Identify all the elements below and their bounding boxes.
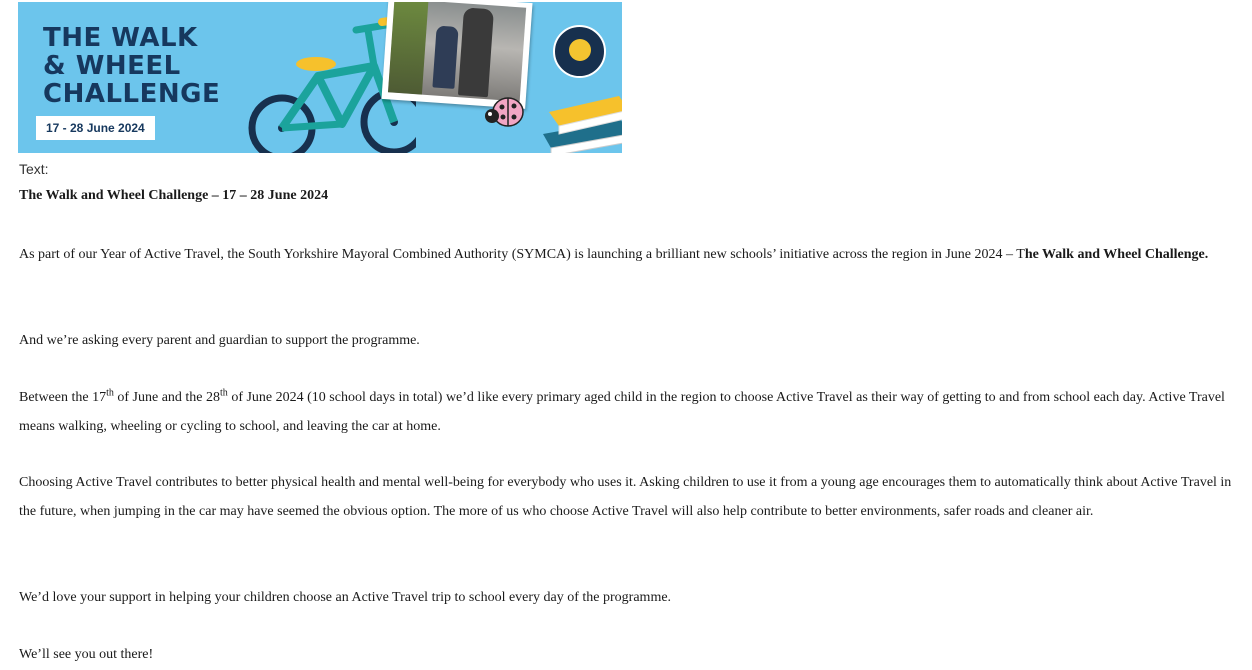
ladybug-icon (482, 92, 526, 134)
banner-dates: 17 - 28 June 2024 (36, 116, 155, 140)
dates-paragraph (19, 384, 1247, 441)
dates-text-c: of June 2024 (10 school days in total) we’d like every primary aged child in the region to choose Active Travel as their way of getting to and from school each day. Active Travel means walking, wheeling or cycling to school, and leaving the car at home. (19, 390, 1225, 434)
closing-paragraph: We’ll see you out there! (19, 647, 154, 662)
challenge-banner (18, 2, 622, 153)
dates-sup-1: th (106, 387, 114, 399)
dates-text-b: of June and the 28 (113, 390, 221, 405)
intro-text: As part of our Year of Active Travel, the South Yorkshire Mayoral Combined Authority (SYMCA) is launching a brilliant new schools’ initiative across the region in June 2024 – T (19, 247, 1025, 262)
text-label: Text: (19, 161, 49, 177)
intro-bold-text: he Walk and Wheel Challenge. (1024, 247, 1209, 262)
books-icon (533, 90, 622, 153)
intro-paragraph (19, 241, 1247, 270)
request-paragraph: We’d love your support in helping your children choose an Active Travel trip to school every day of the programme. (19, 590, 672, 605)
support-paragraph: And we’re asking every parent and guardian to support the programme. (19, 333, 420, 348)
benefits-paragraph: Choosing Active Travel contributes to better physical health and mental well-being for everybody who uses it. Asking children to use it from a young age encourages them to automatically think about Active Travel in the future, when jumping in the car may have seemed the obvious option. The more of us who choose Active Travel will also help contribute to better environments, safer roads and cleaner air. (19, 475, 1232, 519)
dates-text-a: Between the 17 (19, 390, 107, 405)
article-heading: The Walk and Wheel Challenge – 17 – 28 June 2024 (19, 188, 329, 203)
dates-sup-2: th (220, 387, 228, 399)
banner-title: THE WALK & WHEEL CHALLENGE (43, 23, 221, 109)
year-of-active-travel-badge-icon (553, 25, 606, 78)
